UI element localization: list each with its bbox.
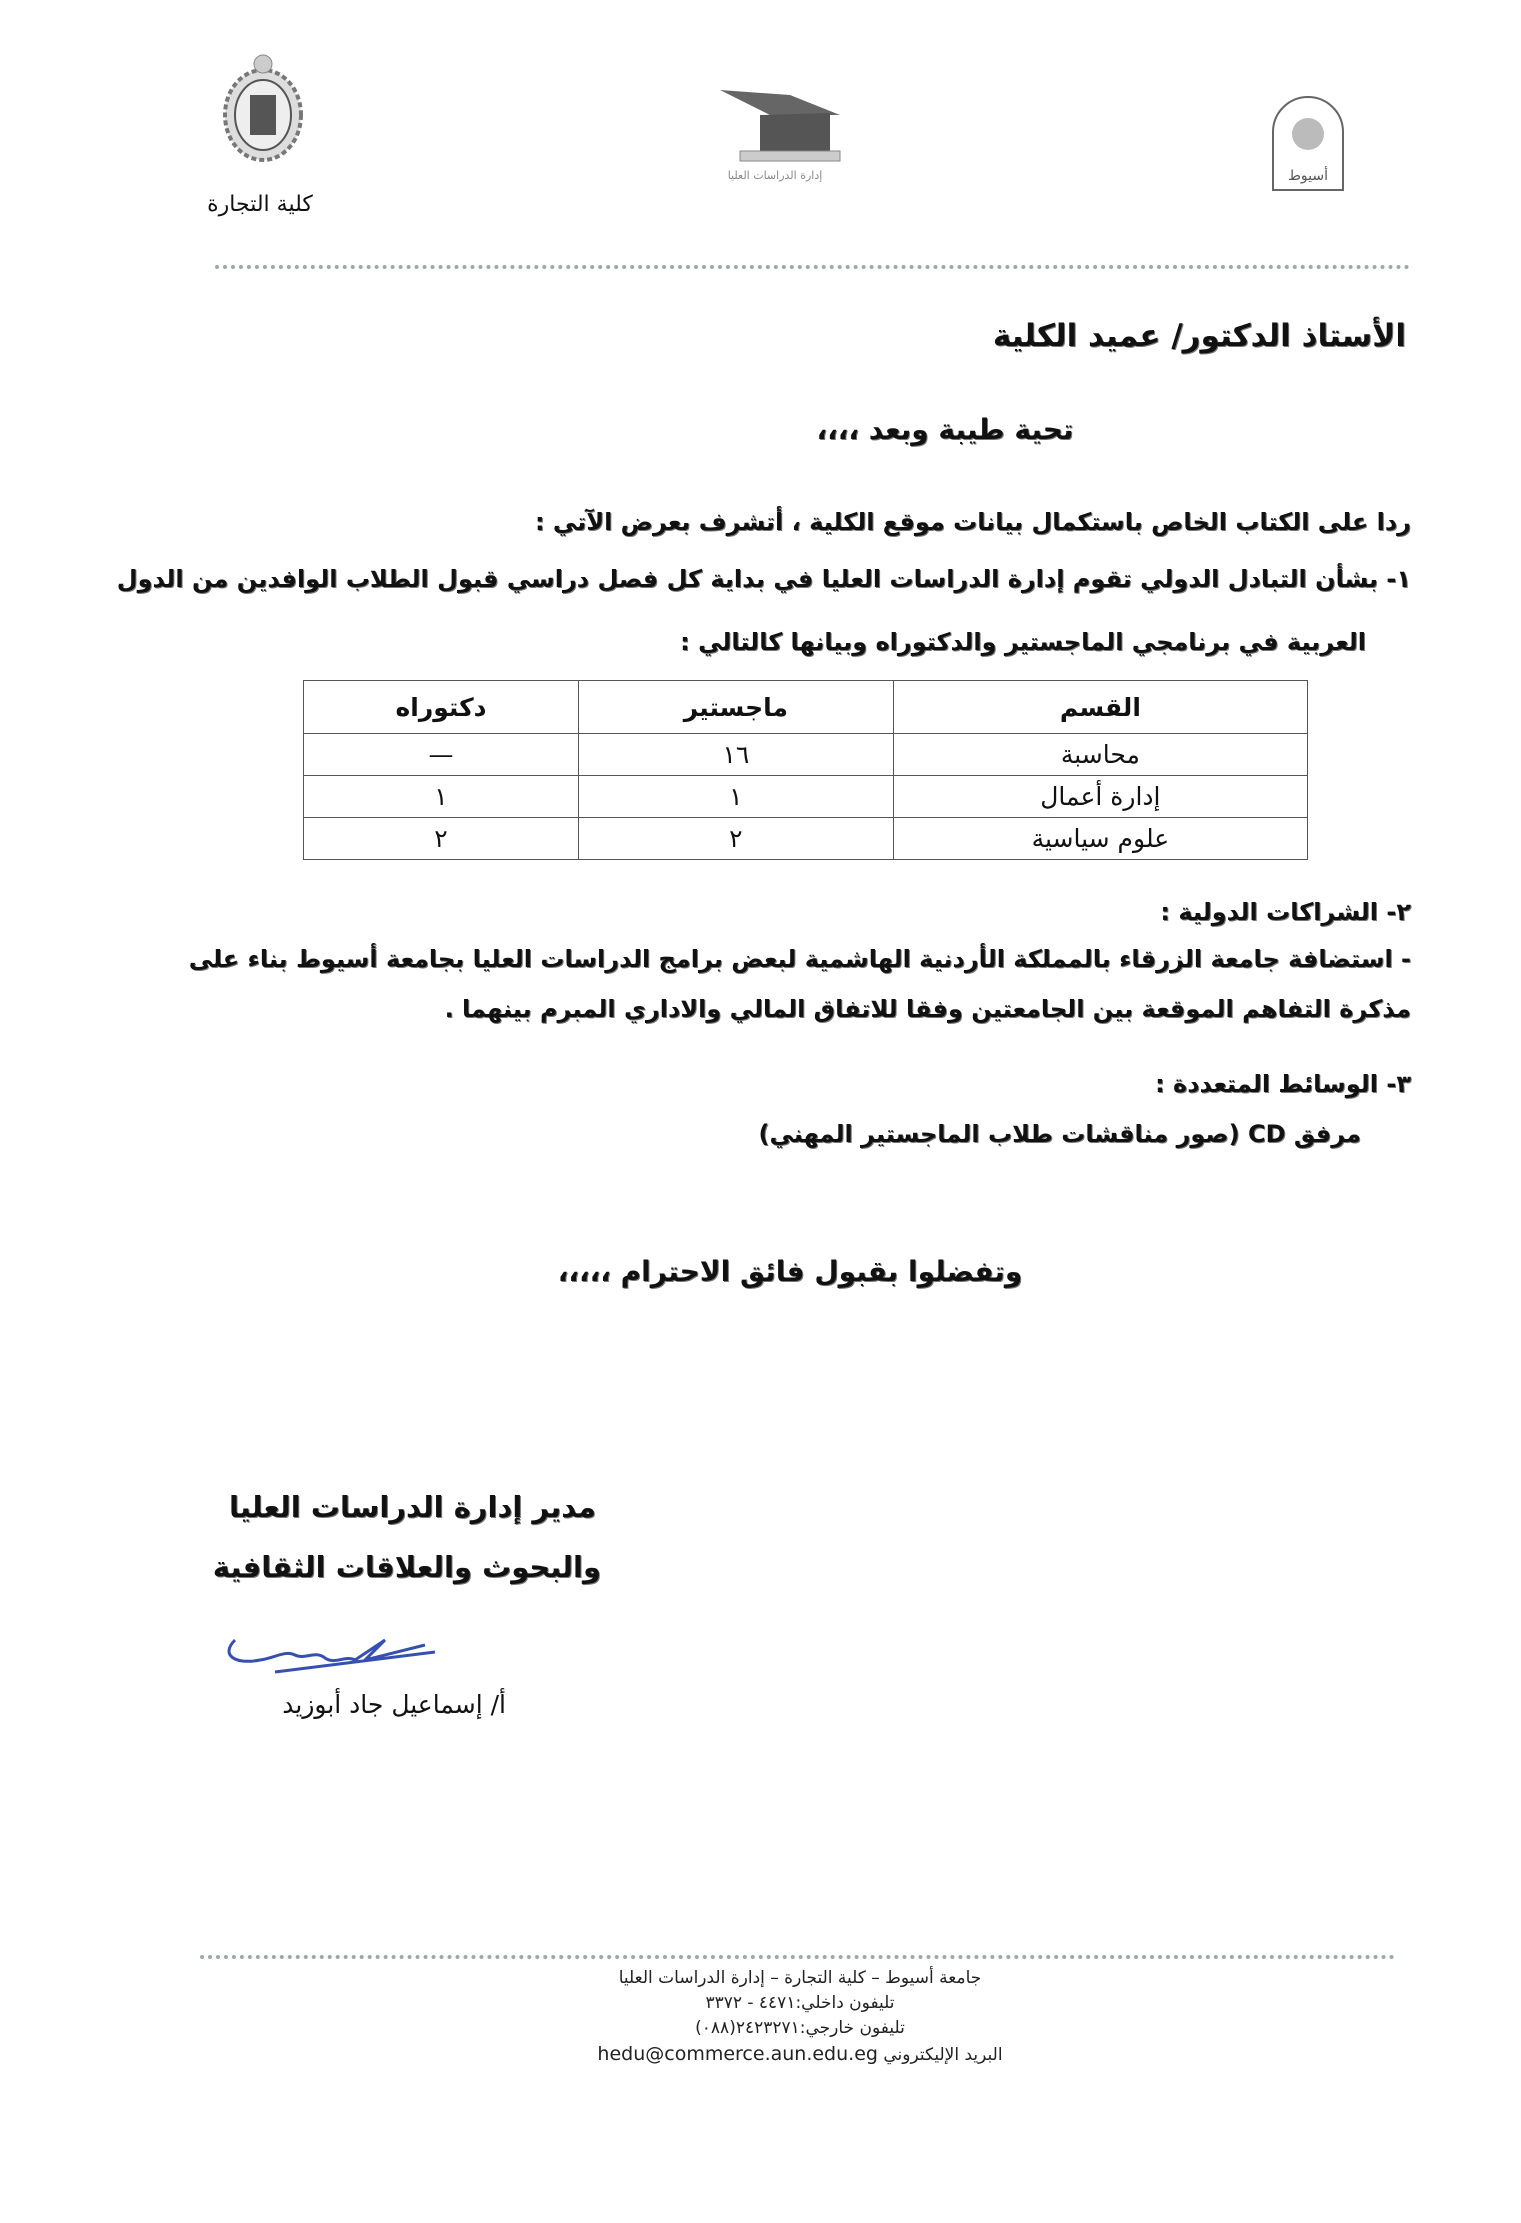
cell-phd: — [304, 734, 579, 776]
footer-external-phone: تليفون خارجي:٢٤٢٣٢٧١(٠٨٨) [695, 2018, 905, 2038]
header-masters: ماجستير [578, 681, 893, 734]
item1-line1: ١- بشأن التبادل الدولي تقوم إدارة الدراسات العليا في بداية كل فصل دراسي قبول الطلاب الوافدين من الدول [116, 565, 1411, 593]
signatory-name: أ/ إسماعيل جاد أبوزيد [282, 1690, 506, 1719]
cell-department: محاسبة [893, 734, 1307, 776]
cell-phd: ١ [304, 776, 579, 818]
admissions-table [303, 680, 1308, 860]
cell-masters: ٢ [578, 818, 893, 860]
footer-email-label: البريد الإليكتروني [883, 2045, 1003, 2065]
cell-department: إدارة أعمال [893, 776, 1307, 818]
item2-title: ٢- الشراكات الدولية : [1160, 898, 1411, 926]
item2-line2: مذكرة التفاهم الموقعة بين الجامعتين وفقا للاتفاق المالي والاداري المبرم بينهما . [444, 995, 1411, 1023]
university-logo [1268, 92, 1348, 192]
table-row [304, 734, 1308, 776]
item1-line2: العربية في برنامجي الماجستير والدكتوراه وبيانها كالتالي : [680, 628, 1366, 656]
handwritten-signature [215, 1610, 445, 1680]
item2-line1: - استضافة جامعة الزرقاء بالمملكة الأردنية الهاشمية لبعض برامج الدراسات العليا بجامعة أسيوط بناء على [188, 945, 1411, 973]
intro-paragraph: ردا على الكتاب الخاص باستكمال بيانات موقع الكلية ، أتشرف بعرض الآتي : [534, 508, 1411, 536]
footer-divider [200, 1955, 1395, 1959]
table-row [304, 776, 1308, 818]
faculty-name: كلية التجارة [207, 192, 313, 217]
footer-email-line [0, 2043, 1521, 2065]
graduate-studies-logo-caption: إدارة الدراسات العليا [727, 169, 823, 182]
greeting: تحية طيبة وبعد ،،،، [816, 413, 1074, 446]
signature-title-line2: والبحوث والعلاقات الثقافية [212, 1550, 601, 1584]
cell-phd: ٢ [304, 818, 579, 860]
cell-masters: ١ [578, 776, 893, 818]
footer-internal-phone: تليفون داخلي:٤٤٧١ - ٣٣٧٢ [705, 1993, 895, 2013]
table-row [304, 818, 1308, 860]
graduate-studies-logo [700, 85, 850, 185]
salutation: الأستاذ الدكتور/ عميد الكلية [992, 318, 1406, 354]
footer-email[interactable]: hedu@commerce.aun.edu.eg [597, 2043, 878, 2065]
header-department: القسم [893, 681, 1307, 734]
item3-line1: مرفق CD (صور مناقشات طلاب الماجستير المهني) [758, 1120, 1361, 1148]
svg-text:أسيوط: أسيوط [1287, 168, 1329, 184]
header-phd: دكتوراه [304, 681, 579, 734]
signature-title-line1: مدير إدارة الدراسات العليا [228, 1490, 596, 1524]
faculty-logo [222, 50, 304, 165]
closing: وتفضلوا بقبول فائق الاحترام ،،،،، [557, 1255, 1023, 1288]
table-header-row [304, 681, 1308, 734]
footer-address: جامعة أسيوط – كلية التجارة – إدارة الدراسات العليا [618, 1968, 982, 1988]
cell-masters: ١٦ [578, 734, 893, 776]
cell-department: علوم سياسية [893, 818, 1307, 860]
header-divider [215, 265, 1410, 269]
item3-title: ٣- الوسائط المتعددة : [1155, 1070, 1411, 1098]
